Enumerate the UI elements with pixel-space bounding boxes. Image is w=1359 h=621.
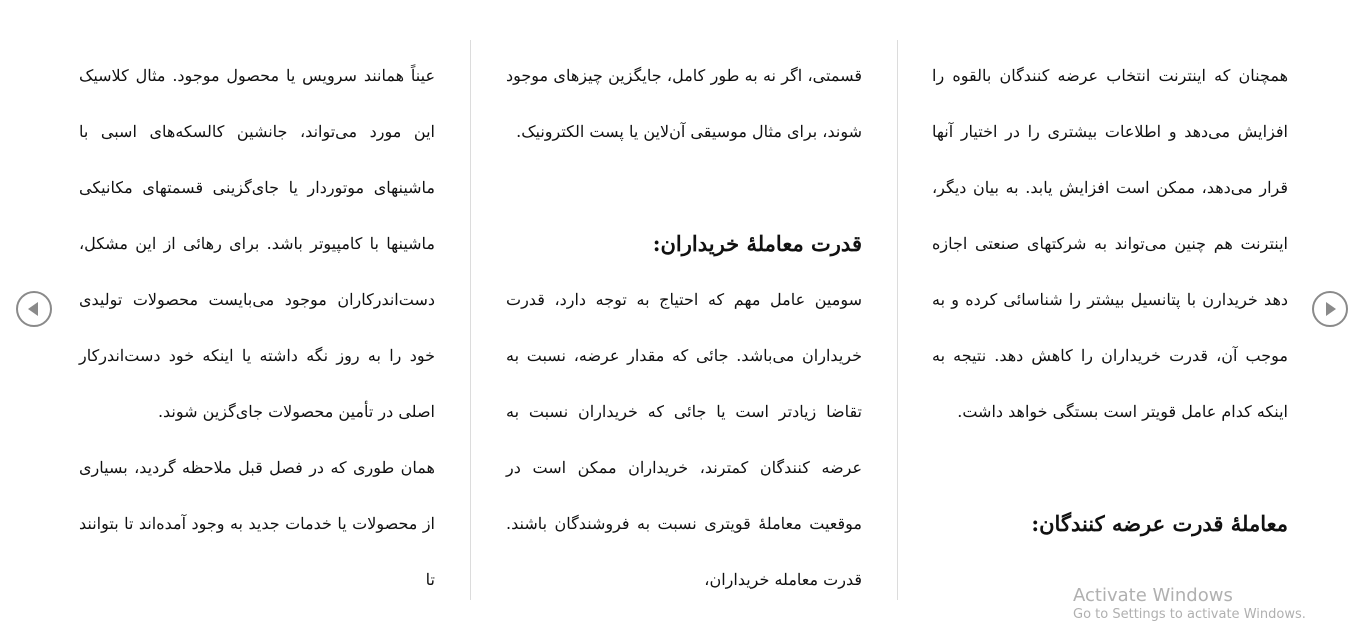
chevron-right-icon xyxy=(1314,293,1346,325)
next-page-button[interactable] xyxy=(1312,291,1348,327)
paragraph: سومین عامل مهم که احتیاج به توجه دارد، قدرت خریداران می‌باشد. جائی که مقدار عرضه، نسبت به تقاضا زیادتر است یا جائی که خریداران نسبت به عرضه کنندگان کمترند، خریداران ممکن است در موقعیت معاملۀ قویتری نسبت به فروشندگان باشند. قدرت معامله خریداران، xyxy=(506,290,862,589)
text-column-middle xyxy=(506,48,862,608)
watermark-title: Activate Windows xyxy=(1073,585,1233,606)
section-heading: معاملۀ قدرت عرضه کنندگان: xyxy=(1031,511,1288,536)
spacer xyxy=(932,440,1288,496)
column-divider xyxy=(897,40,898,600)
paragraph: قسمتی، اگر نه به طور کامل، جایگزین چیزهای موجود شوند، برای مثال موسیقی آن‌لاین یا پست الکترونیک. xyxy=(506,66,862,141)
paragraph: همان طوری که در فصل قبل ملاحظه گردید، بسیاری از محصولات یا خدمات جدید به وجود آمده‌اند تا بتوانند تا xyxy=(79,458,435,589)
text-column-right xyxy=(932,48,1288,552)
activation-watermark xyxy=(1073,585,1306,621)
paragraph: عیناً همانند سرویس یا محصول موجود. مثال کلاسیک این مورد می‌تواند، جانشین کالسکه‌های اسبی با ماشینهای موتوردار یا جای‌گزینی قسمتهای مکانیکی ماشینها با کامپیوتر باشد. برای رهائی از این مشکل، دست‌اندرکاران موجود می‌بایست محصولات تولیدی خود را به روز نگه داشته یا اینکه خود دست‌اندرکار اصلی در تأمین محصولات جای‌گزین شوند. xyxy=(79,66,435,421)
text-column-left xyxy=(79,48,435,608)
paragraph: همچنان که اینترنت انتخاب عرضه کنندگان بالقوه را افزایش می‌دهد و اطلاعات بیشتری را در اختیار آنها قرار می‌دهد، ممکن است افزایش یابد. به بیان دیگر، اینترنت هم چنین می‌تواند به شرکتهای صنعتی اجازه دهد خریدارن با پتانسیل بیشتر را شناسائی کرده و به موجب آن، قدرت خریداران را کاهش دهد. نتیجه به اینکه کدام عامل قویتر است بستگی خواهد داشت. xyxy=(932,66,1289,421)
watermark-subtitle: Go to Settings to activate Windows. xyxy=(1073,607,1306,621)
section-heading: قدرت معاملۀ خریداران: xyxy=(652,231,862,256)
chevron-left-icon xyxy=(18,293,50,325)
spacer xyxy=(506,160,862,216)
previous-page-button[interactable] xyxy=(16,291,52,327)
column-divider xyxy=(470,40,471,600)
